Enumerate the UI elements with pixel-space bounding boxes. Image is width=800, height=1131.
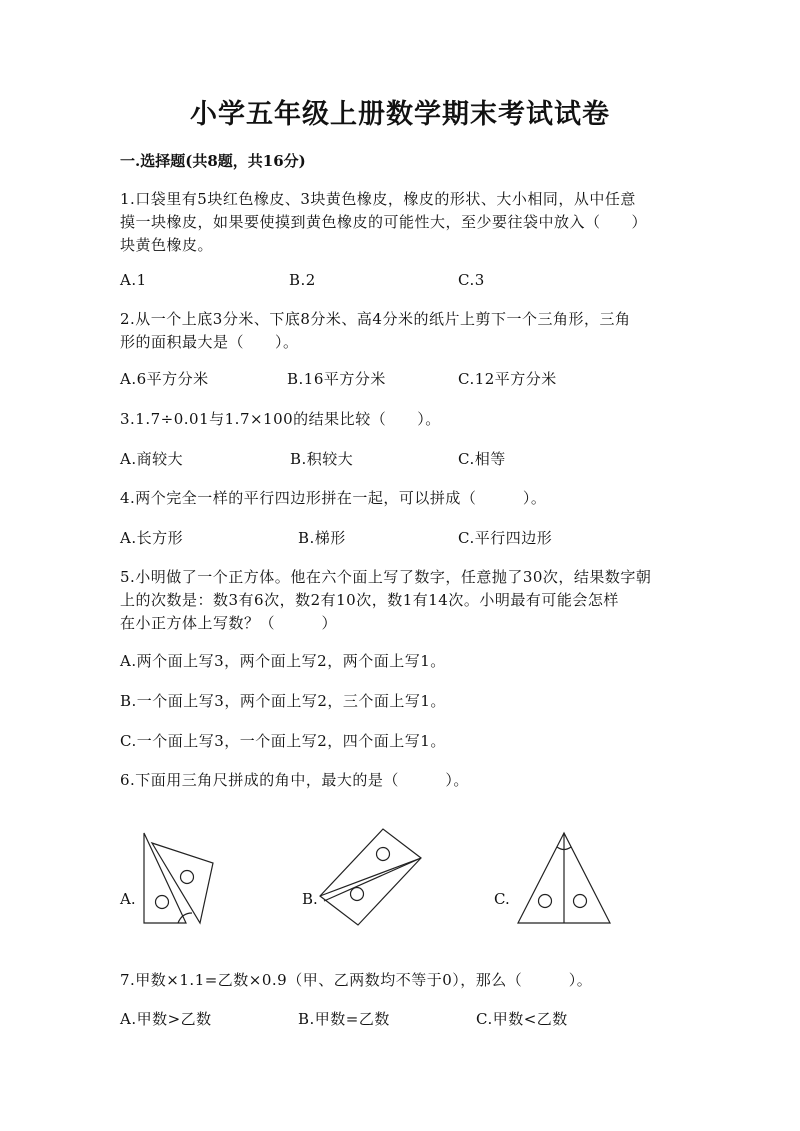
question-2: [120, 308, 680, 354]
question-line: 3.1.7÷0.01与1.7×100的结果比较（ ）。: [120, 410, 441, 428]
question-4: [120, 487, 680, 510]
q4-option-c[interactable]: C.平行四边形: [458, 529, 553, 547]
triangle-shape: [152, 843, 213, 923]
question-line: 形的面积最大是（ ）。: [120, 333, 299, 351]
question-5: [120, 566, 680, 635]
question-line: 4.两个完全一样的平行四边形拼在一起，可以拼成（ ）。: [120, 489, 547, 507]
q6-option-a[interactable]: [120, 825, 260, 935]
diagonal-line: [320, 858, 421, 896]
question-line: 6.下面用三角尺拼成的角中，最大的是（ ）。: [120, 771, 469, 789]
q7-option-a[interactable]: A.甲数>乙数: [120, 1010, 212, 1028]
q2-option-b[interactable]: B.16平方分米: [287, 370, 386, 388]
question-line: 7.甲数×1.1=乙数×0.9（甲、乙两数均不等于0），那么（ ）。: [120, 971, 593, 989]
q7-option-c[interactable]: C.甲数<乙数: [476, 1010, 568, 1028]
q7-option-b[interactable]: B.甲数=乙数: [298, 1010, 390, 1028]
q2-option-c[interactable]: C.12平方分米: [458, 370, 557, 388]
circle-hole: [377, 848, 390, 861]
question-7: [120, 969, 680, 992]
set-square-angle-a-figure: [120, 825, 260, 935]
circle-hole: [181, 871, 194, 884]
question-6: [120, 769, 680, 792]
q2-option-a[interactable]: A.6平方分米: [120, 370, 209, 388]
question-line: 5.小明做了一个正方体。他在六个面上写了数字，任意抛了30次，结果数字朝: [120, 568, 652, 586]
q6-option-c-label: C.: [494, 890, 510, 908]
circle-hole: [156, 896, 169, 909]
q3-option-a[interactable]: A.商较大: [120, 450, 184, 468]
q4-option-a[interactable]: A.长方形: [120, 529, 184, 547]
q5-option-a[interactable]: A.两个面上写3，两个面上写2，两个面上写1。: [120, 652, 446, 670]
q6-option-c[interactable]: [494, 825, 634, 935]
question-line: 摸一块橡皮，如果要使摸到黄色橡皮的可能性大，至少要往袋中放入（ ）: [120, 213, 648, 231]
question-3: [120, 408, 680, 431]
q4-option-b[interactable]: B.梯形: [298, 529, 346, 547]
question-line: 1.口袋里有5块红色橡皮、3块黄色橡皮，橡皮的形状、大小相同，从中任意: [120, 190, 636, 208]
circle-hole: [351, 888, 364, 901]
page-title: 小学五年级上册数学期末考试试卷: [190, 99, 610, 130]
q6-option-b-label: B.: [302, 890, 318, 908]
q6-option-a-label: A.: [120, 890, 136, 908]
circle-hole: [574, 895, 587, 908]
question-line: 上的次数是：数3有6次，数2有10次，数1有14次。小明最有可能会怎样: [120, 591, 619, 609]
circle-hole: [539, 895, 552, 908]
question-line: 2.从一个上底3分米、下底8分米、高4分米的纸片上剪下一个三角形，三角: [120, 310, 631, 328]
section-heading: 一.选择题(共8题，共16分): [120, 152, 306, 170]
set-square-angle-c-figure: [494, 825, 634, 935]
question-line: 在小正方体上写数？（ ）: [120, 614, 338, 632]
q5-option-b[interactable]: B.一个面上写3，两个面上写2，三个面上写1。: [120, 692, 446, 710]
q3-option-c[interactable]: C.相等: [458, 450, 506, 468]
q1-option-a[interactable]: A.1: [120, 271, 147, 289]
q1-option-b[interactable]: B.2: [289, 271, 316, 289]
diagonal-line: [324, 858, 421, 901]
q3-option-b[interactable]: B.积较大: [290, 450, 354, 468]
q6-option-b[interactable]: [302, 825, 442, 935]
triangle-shape: [144, 833, 186, 923]
question-1: [120, 188, 680, 257]
set-square-angle-b-figure: [302, 825, 442, 935]
q5-option-c[interactable]: C.一个面上写3，一个面上写2，四个面上写1。: [120, 732, 446, 750]
q1-option-c[interactable]: C.3: [458, 271, 485, 289]
question-line: 块黄色橡皮。: [120, 236, 214, 254]
